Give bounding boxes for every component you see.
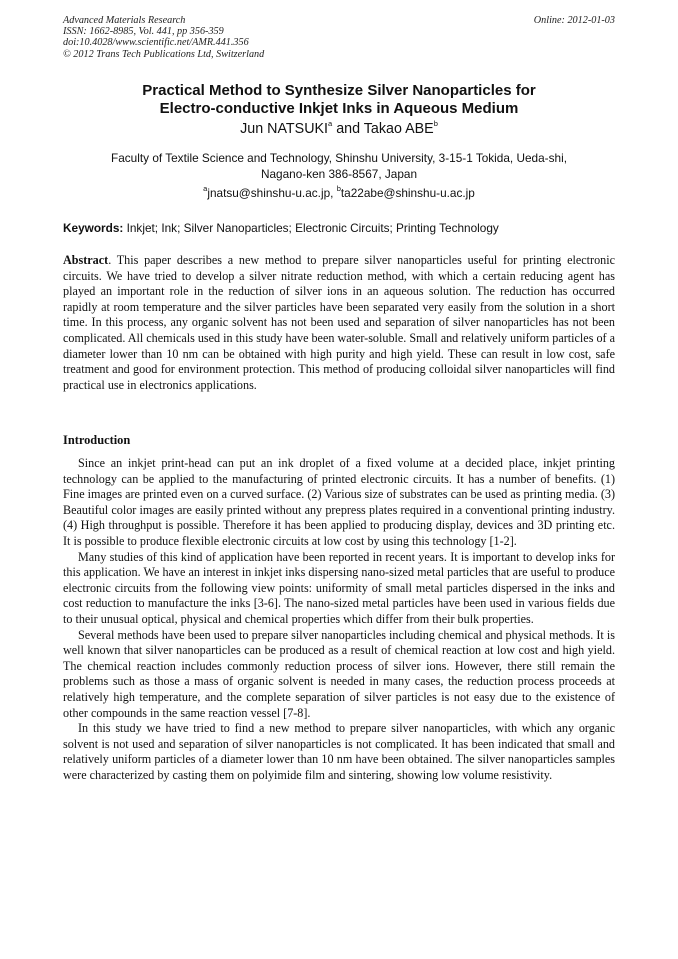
affiliation-line-2: Nagano-ken 386-8567, Japan <box>260 167 418 181</box>
intro-paragraph: Since an inkjet print-head can put an ink droplet of a fixed volume at a decided place, inkjet printing technology can be applied to the manufacturing of printed electronic circuits. It has a number of benefits. (1) Fine images are printed even on a curved surface. (2) Various size of substrates can be used as printing media. (3) Beautiful color images are easily printed without any prepress plates required in a conventional printing industry. (4) High throughput is possible. Therefore it has been applied to producing display, devices and 3D printing etc. It is possible to produce flexible electronic circuits at low cost by using this technology [1-2]. <box>63 456 615 548</box>
author-conjunction: and <box>332 121 364 137</box>
copyright-line: © 2012 Trans Tech Publications Ltd, Switzerland <box>63 48 265 60</box>
journal-name: Advanced Materials Research <box>63 15 186 26</box>
keywords-text: Inkjet; Ink; Silver Nanoparticles; Electronic Circuits; Printing Technology <box>123 221 499 235</box>
affiliation-line-1: Faculty of Textile Science and Technology, Shinshu University, 3-15-1 Tokida, Ueda-shi, <box>111 151 567 165</box>
paper-title <box>63 82 615 118</box>
email-b-mark: b <box>336 184 341 194</box>
issn-line: ISSN: 1662-8985, Vol. 441, pp 356-359 <box>63 26 224 38</box>
doi-line: doi:10.4028/www.scientific.net/AMR.441.356 <box>63 37 249 49</box>
email-a: jnatsu@shinshu-u.ac.jp, <box>207 186 337 200</box>
intro-paragraph: In this study we have tried to find a new method to prepare silver nanoparticles, with which any organic solvent is not used and separation of silver nanoparticles is not complicated. It has been indicated that small and relatively uniform particles of a diameter lower than 10 nm have been obtained. The silver nanoparticles samples were characterized by casting them on polyimide film and sintering, showing low volume resistivity. <box>63 721 615 782</box>
author-2: Takao ABE <box>363 121 434 137</box>
author-2-affiliation-mark: b <box>433 119 438 129</box>
title-line-1: Practical Method to Synthesize Silver Nanoparticles for <box>142 82 536 99</box>
email-b: ta22abe@shinshu-u.ac.jp <box>340 186 475 200</box>
intro-paragraph: Many studies of this kind of application have been reported in recent years. It is important to develop inks for this application. We have an interest in inkjet inks dispersing nano-sized metal particles that are useful to produce electronic circuits from the following view points: uniformity of small metal particles dispersed in the inks and cost reduction to manufacture the inks [3-6]. The nano-sized metal particles have been used in various fields due to their unusual optical, physical and chemical properties which differ from their bulk properties. <box>63 549 615 626</box>
introduction-heading: Introduction <box>63 433 131 447</box>
author-1: Jun NATSUKI <box>240 121 329 137</box>
title-line-2: Electro-conductive Inkjet Inks in Aqueous Medium <box>159 100 519 117</box>
affiliation <box>63 150 615 182</box>
email-a-mark: a <box>203 184 208 194</box>
abstract-text: . This paper describes a new method to prepare silver nanoparticles useful for printing electronic circuits. We have tried to develop a silver nitrate reduction method, with which a certain reducing agent has played an important role in the reduction of silver ions in an aqueous solution. The reduction has occurred rapidly at room temperature and the silver particles have been separated very easily from the solution in a short time. In this process, any organic solvent has not been used and separation of silver nanoparticles has not been complicated. All chemicals used in this study have been water-soluble. Small and relatively uniform particles of a diameter lower than 10 nm can be obtained with high purity and high yield. These can result in low cost, safe treatment and good for environment protection. This method of producing colloidal silver nanoparticles will find practical use in electronics applications. <box>63 253 615 392</box>
publication-header <box>63 15 615 60</box>
introduction-body <box>63 456 615 783</box>
keywords <box>63 221 615 235</box>
author-list <box>63 121 615 138</box>
intro-paragraph: Several methods have been used to prepare silver nanoparticles including chemical and physical methods. It is well known that silver nanoparticles can be produced as a result of chemical reaction at low cost and high yield. The chemical reaction includes commonly reduction process of silver ions. However, there still remain the problems such as those a mass of organic solvent is needed in many cases, the reduction process proceeds at relatively high temperature, and the complete separation of silver particles is not easy due to the existence of other compounds in the same reaction vessel [7-8]. <box>63 627 615 720</box>
author-emails <box>63 186 615 200</box>
abstract-label: Abstract <box>63 253 109 267</box>
keywords-label: Keywords: <box>63 221 124 235</box>
author-1-affiliation-mark: a <box>328 119 333 129</box>
abstract <box>63 253 615 393</box>
online-date: Online: 2012-01-03 <box>533 15 615 26</box>
